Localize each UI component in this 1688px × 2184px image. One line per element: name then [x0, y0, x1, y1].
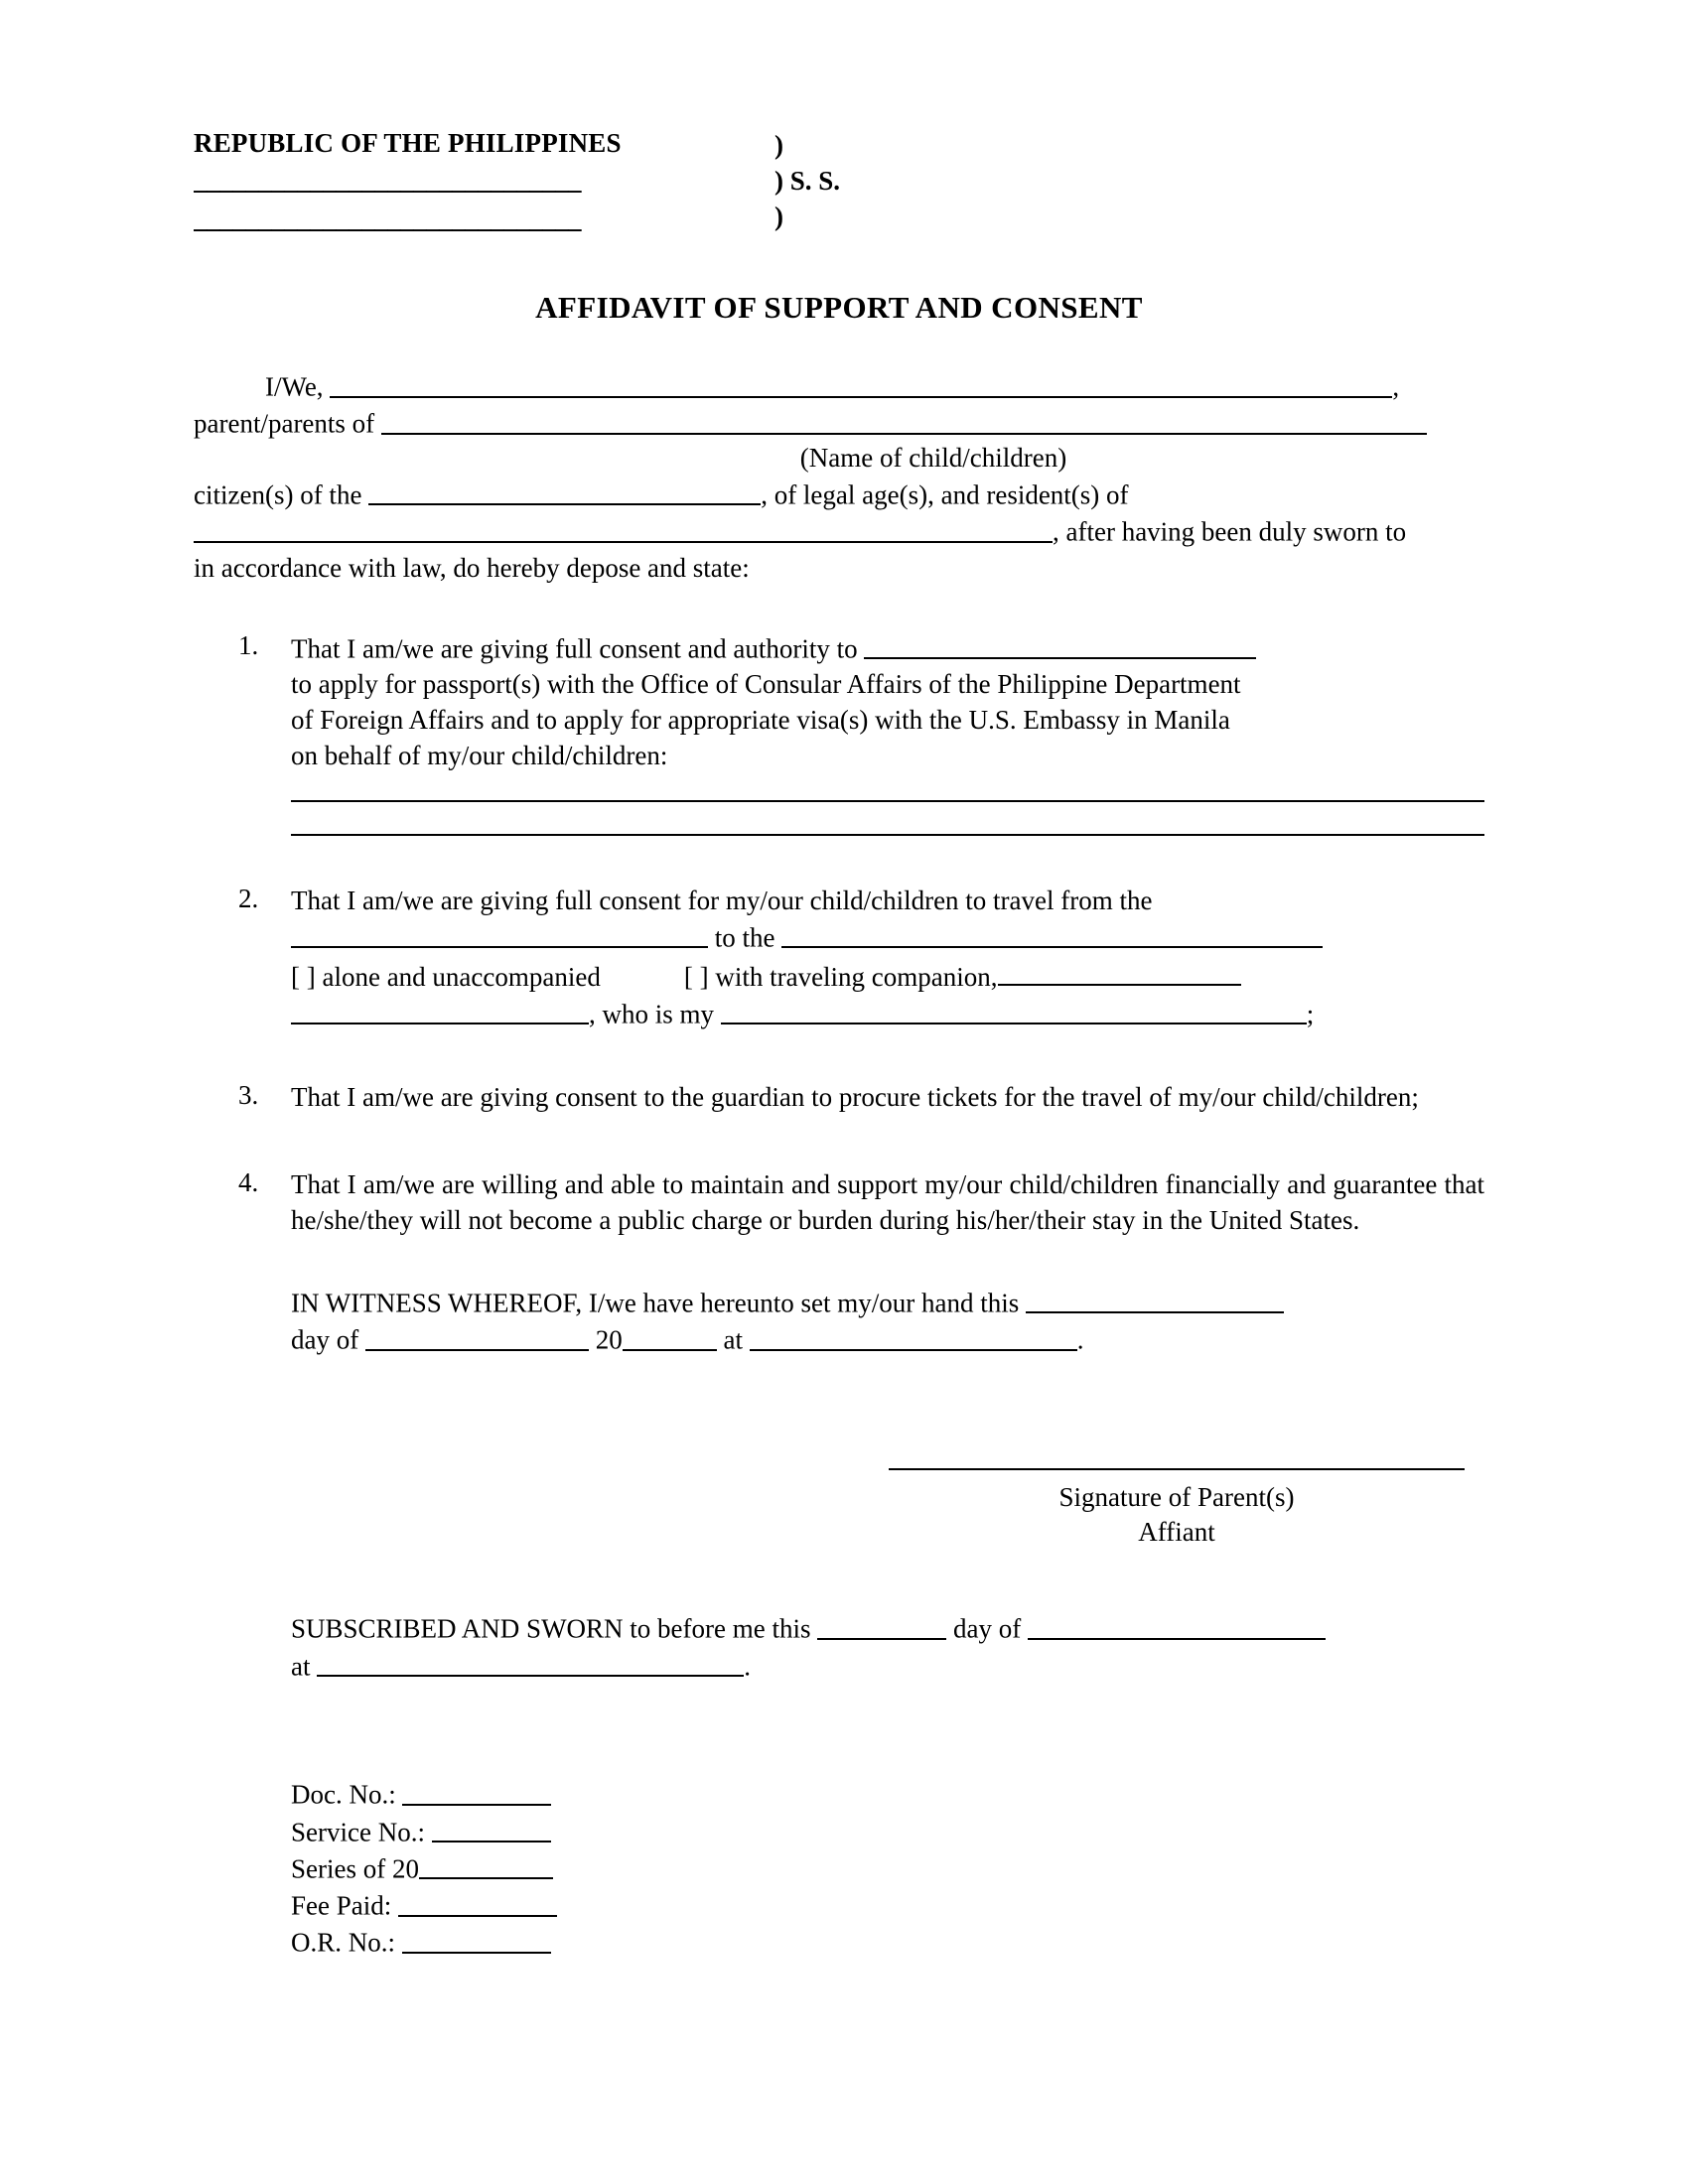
- item-1-line-2: to apply for passport(s) with the Office of Consular Affairs of the Philippine Department: [291, 669, 1241, 700]
- resident-tail-text: , after having been duly sworn to: [1053, 516, 1407, 547]
- subscribed-line-1: [291, 1610, 1484, 1647]
- fee-paid-blank[interactable]: [398, 1887, 557, 1917]
- item-2-line-3: [291, 956, 1484, 995]
- document-header: [194, 127, 1484, 238]
- relationship-blank[interactable]: [721, 996, 1307, 1025]
- citizenship-blank[interactable]: [368, 477, 761, 506]
- or-no-blank[interactable]: [402, 1924, 551, 1954]
- header-left-column: [194, 127, 720, 238]
- series-of-row: [291, 1850, 1484, 1887]
- list-item: [194, 1080, 1484, 1116]
- or-no-row: [291, 1924, 1484, 1961]
- witness-line-2: [291, 1321, 1484, 1358]
- to-the-label: to the: [714, 922, 775, 953]
- witness-month-blank[interactable]: [365, 1321, 589, 1351]
- child-name-blank[interactable]: [381, 405, 1427, 435]
- subscribed-day-of-label: day of: [953, 1613, 1022, 1644]
- page-title: AFFIDAVIT OF SUPPORT AND CONSENT: [535, 290, 1143, 326]
- witness-place-blank[interactable]: [750, 1321, 1077, 1351]
- children-names-blank-1[interactable]: [291, 800, 1484, 802]
- series-of-label: Series of 20: [291, 1853, 419, 1884]
- list-item: [194, 1167, 1484, 1239]
- witness-day-blank[interactable]: [1026, 1285, 1284, 1314]
- child-name-caption: (Name of child/children): [799, 442, 1067, 473]
- notarial-details: [194, 1776, 1484, 1961]
- item-3-body: That I am/we are giving consent to the guardian to procure tickets for the travel of my/our child/children;: [291, 1081, 1419, 1112]
- intro-line-citizen: [194, 477, 1484, 513]
- doc-no-blank[interactable]: [402, 1776, 551, 1806]
- intro-line-parent: [194, 405, 1484, 442]
- signature-block: [889, 1468, 1465, 1552]
- service-no-row: [291, 1814, 1484, 1850]
- service-no-label: Service No.:: [291, 1817, 425, 1847]
- item-number: 4.: [238, 1166, 259, 1197]
- subscribed-text: SUBSCRIBED AND SWORN to before me this: [291, 1613, 811, 1644]
- guardian-name-blank[interactable]: [864, 630, 1256, 660]
- intro-paragraph: [194, 368, 1484, 587]
- intro-line-iwe: [194, 368, 1484, 405]
- item-number: 1.: [238, 629, 259, 660]
- item-2-line-4: [291, 996, 1484, 1032]
- subscribed-line-2: [291, 1648, 1484, 1685]
- fee-paid-label: Fee Paid:: [291, 1890, 392, 1921]
- paren-row-ss: ) S. S.: [774, 166, 841, 197]
- service-no-blank[interactable]: [432, 1814, 551, 1843]
- subscribed-clause: [194, 1610, 1484, 1685]
- day-of-label: day of: [291, 1324, 359, 1355]
- intro-line-accordance: in accordance with law, do hereby depose and state:: [194, 552, 750, 583]
- header-right-column: [774, 127, 840, 235]
- item-2-body: [291, 884, 1484, 1032]
- republic-line: REPUBLIC OF THE PHILIPPINES: [194, 128, 622, 158]
- witness-clause: [194, 1285, 1484, 1359]
- checkbox-companion-option[interactable]: [ ] with traveling companion,: [683, 961, 998, 992]
- notary-day-blank[interactable]: [817, 1610, 946, 1640]
- item-2-semicolon: ;: [1306, 999, 1315, 1029]
- series-of-blank[interactable]: [419, 1850, 553, 1880]
- witness-year-blank[interactable]: [623, 1321, 717, 1351]
- document-sheet: [194, 127, 1484, 1962]
- or-no-label: O.R. No.:: [291, 1927, 396, 1958]
- companion-name-blank-1[interactable]: [998, 956, 1241, 986]
- signature-line[interactable]: [889, 1468, 1465, 1470]
- checkbox-alone-option[interactable]: [ ] alone and unaccompanied: [291, 961, 601, 992]
- item-number: 3.: [238, 1079, 259, 1110]
- affiant-name-blank[interactable]: [330, 368, 1392, 398]
- item-1-line-1: [291, 630, 1484, 667]
- list-item: [194, 630, 1484, 836]
- witness-line-1: [291, 1285, 1484, 1321]
- notary-month-blank[interactable]: [1028, 1610, 1326, 1640]
- subscribed-period: .: [744, 1651, 751, 1682]
- item-4-body: That I am/we are willing and able to maintain and support my/our child/children financially and guarantee that he/she/they will not become a public charge or burden during his/her/their stay in the United States.: [291, 1168, 1484, 1235]
- city-blank-line: ______________________________: [194, 203, 581, 233]
- at-label: at: [723, 1324, 743, 1355]
- item-2-line-1: That I am/we are giving full consent for my/our child/children to travel from the: [291, 885, 1153, 915]
- signature-caption-parents: Signature of Parent(s): [1058, 1481, 1295, 1512]
- doc-no-row: [291, 1776, 1484, 1813]
- citizen-mid-text: , of legal age(s), and resident(s) of: [761, 479, 1129, 510]
- parent-label: parent/parents of: [194, 409, 375, 439]
- fee-paid-row: [291, 1887, 1484, 1924]
- witness-text: IN WITNESS WHEREOF, I/we have hereunto set my/our hand this: [291, 1288, 1020, 1318]
- item-1-line-4: on behalf of my/our child/children:: [291, 740, 668, 770]
- list-item: [194, 884, 1484, 1032]
- residence-blank[interactable]: [194, 513, 1053, 543]
- children-names-blank-2[interactable]: [291, 834, 1484, 836]
- companion-name-blank-2[interactable]: [291, 996, 589, 1025]
- doc-no-label: Doc. No.:: [291, 1779, 396, 1810]
- signature-caption-affiant: Affiant: [1138, 1517, 1215, 1548]
- affidavit-items-list: [194, 630, 1484, 1239]
- who-is-my-label: , who is my: [589, 999, 715, 1029]
- item-1-body: [291, 630, 1484, 836]
- citizen-label: citizen(s) of the: [194, 479, 362, 510]
- travel-from-blank[interactable]: [291, 919, 708, 949]
- iwe-comma: ,: [1392, 371, 1400, 402]
- item-2-line-2: [291, 919, 1484, 956]
- notary-place-blank[interactable]: [317, 1648, 744, 1678]
- item-number: 2.: [238, 883, 259, 913]
- item-1-line-3: of Foreign Affairs and to apply for appropriate visa(s) with the U.S. Embassy in Manila: [291, 704, 1230, 735]
- subscribed-at-label: at: [291, 1651, 311, 1682]
- item-1-text-a: That I am/we are giving full consent and authority to: [291, 633, 858, 664]
- paren-row-1: ): [774, 130, 783, 160]
- province-blank-line: ______________________________: [194, 164, 581, 195]
- year-prefix: 20: [595, 1324, 623, 1355]
- iwe-label: I/We,: [265, 371, 324, 402]
- intro-line-resident: [194, 513, 1484, 550]
- travel-to-blank[interactable]: [781, 919, 1323, 949]
- paren-row-3: ): [774, 202, 783, 232]
- witness-period: .: [1076, 1324, 1084, 1355]
